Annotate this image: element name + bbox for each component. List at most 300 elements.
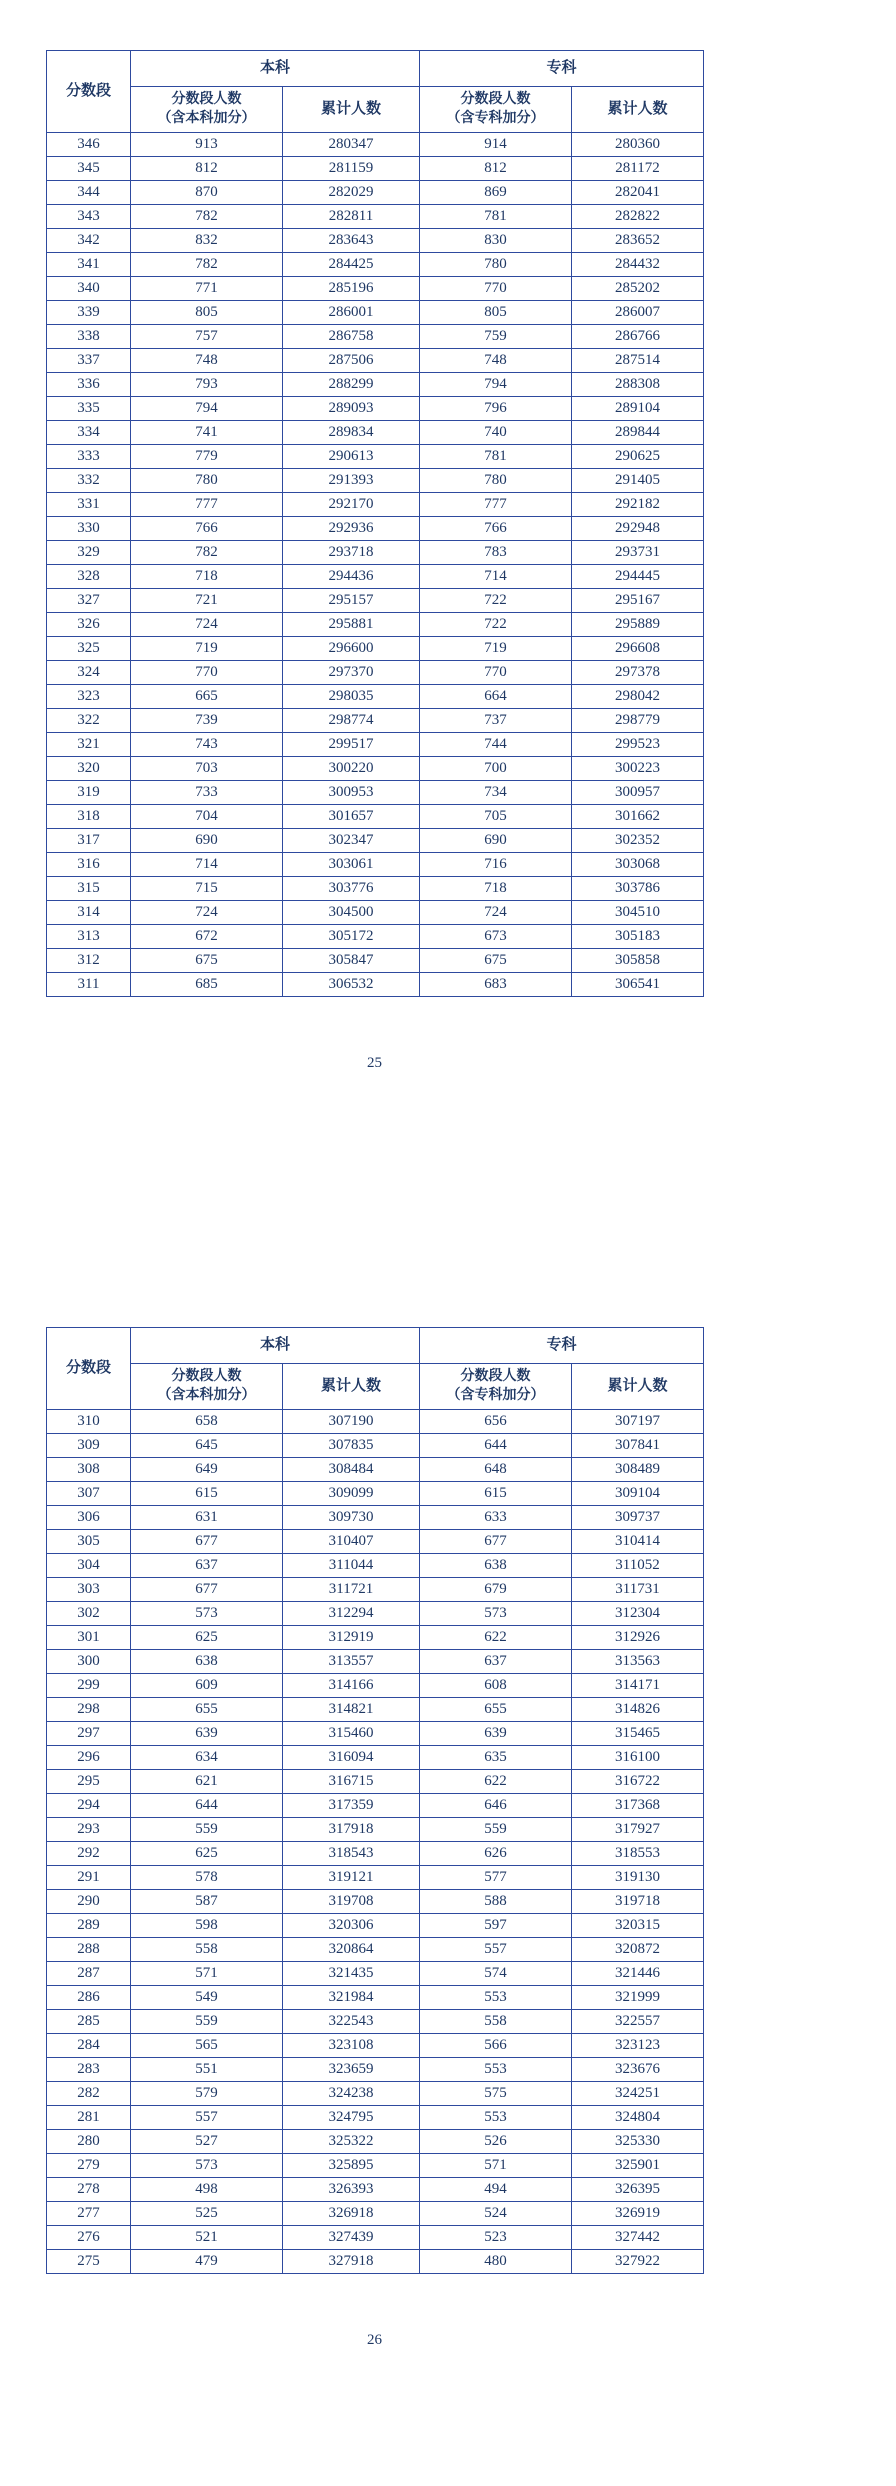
table-cell: 770 <box>420 661 572 685</box>
table-cell: 578 <box>131 1866 283 1890</box>
header-zhuanke-count <box>420 87 572 133</box>
table-cell: 323108 <box>283 2034 420 2058</box>
table-cell: 289104 <box>572 397 704 421</box>
table-cell: 320864 <box>283 1938 420 1962</box>
table-row <box>47 2058 704 2082</box>
table-cell: 571 <box>131 1962 283 1986</box>
table-row <box>47 1650 704 1674</box>
table-cell: 675 <box>131 949 283 973</box>
table-cell: 279 <box>47 2154 131 2178</box>
header-zhuanke-cumulative: 累计人数 <box>572 1364 704 1410</box>
table-cell: 558 <box>131 1938 283 1962</box>
header-zhuanke-count-line1: 分数段人数 <box>460 91 531 107</box>
table-cell: 322543 <box>283 2010 420 2034</box>
table-cell: 781 <box>420 445 572 469</box>
table-cell: 312304 <box>572 1602 704 1626</box>
table-cell: 292948 <box>572 517 704 541</box>
table-cell: 316722 <box>572 1770 704 1794</box>
table-cell: 291393 <box>283 469 420 493</box>
table-cell: 321984 <box>283 1986 420 2010</box>
table-row <box>47 1506 704 1530</box>
table-cell: 648 <box>420 1458 572 1482</box>
table-row <box>47 1698 704 1722</box>
table-cell: 794 <box>420 373 572 397</box>
header-zhuanke-group: 专科 <box>420 1328 704 1364</box>
table-cell: 344 <box>47 181 131 205</box>
table-row <box>47 1890 704 1914</box>
table-cell: 318543 <box>283 1842 420 1866</box>
table-cell: 685 <box>131 973 283 997</box>
table-cell: 298042 <box>572 685 704 709</box>
table-cell: 796 <box>420 397 572 421</box>
table-row <box>47 373 704 397</box>
table-cell: 744 <box>420 733 572 757</box>
table-cell: 325 <box>47 637 131 661</box>
table-cell: 690 <box>420 829 572 853</box>
header-zhuanke-group: 专科 <box>420 51 704 87</box>
table-cell: 324251 <box>572 2082 704 2106</box>
table-cell: 327439 <box>283 2226 420 2250</box>
table-cell: 286001 <box>283 301 420 325</box>
table-cell: 597 <box>420 1914 572 1938</box>
header-benke-cumulative: 累计人数 <box>283 87 420 133</box>
table-cell: 314826 <box>572 1698 704 1722</box>
table-cell: 312919 <box>283 1626 420 1650</box>
table-cell: 307835 <box>283 1434 420 1458</box>
table-cell: 782 <box>131 541 283 565</box>
table-row <box>47 2178 704 2202</box>
table-cell: 638 <box>131 1650 283 1674</box>
table-cell: 281159 <box>283 157 420 181</box>
table-cell: 326 <box>47 613 131 637</box>
table-cell: 302347 <box>283 829 420 853</box>
table-cell: 305 <box>47 1530 131 1554</box>
table-cell: 639 <box>420 1722 572 1746</box>
table-row <box>47 277 704 301</box>
table-cell: 286766 <box>572 325 704 349</box>
table-cell: 331 <box>47 493 131 517</box>
table-cell: 523 <box>420 2226 572 2250</box>
table-cell: 782 <box>131 253 283 277</box>
table-cell: 714 <box>420 565 572 589</box>
table-cell: 683 <box>420 973 572 997</box>
table-cell: 306 <box>47 1506 131 1530</box>
table-cell: 559 <box>131 2010 283 2034</box>
table-cell: 757 <box>131 325 283 349</box>
table-cell: 748 <box>131 349 283 373</box>
table-row <box>47 637 704 661</box>
table-cell: 275 <box>47 2250 131 2274</box>
table-cell: 289844 <box>572 421 704 445</box>
table-cell: 759 <box>420 325 572 349</box>
table-cell: 690 <box>131 829 283 853</box>
table-cell: 319718 <box>572 1890 704 1914</box>
table-cell: 320 <box>47 757 131 781</box>
table-cell: 615 <box>420 1482 572 1506</box>
table-cell: 286758 <box>283 325 420 349</box>
table-cell: 317918 <box>283 1818 420 1842</box>
table-cell: 743 <box>131 733 283 757</box>
table-cell: 780 <box>420 253 572 277</box>
table-cell: 870 <box>131 181 283 205</box>
table-cell: 655 <box>420 1698 572 1722</box>
table-cell: 329 <box>47 541 131 565</box>
table-cell: 295157 <box>283 589 420 613</box>
table-row <box>47 1938 704 1962</box>
table-cell: 315465 <box>572 1722 704 1746</box>
table-cell: 281172 <box>572 157 704 181</box>
table-cell: 793 <box>131 373 283 397</box>
table-cell: 724 <box>131 901 283 925</box>
table-cell: 296608 <box>572 637 704 661</box>
table-cell: 304500 <box>283 901 420 925</box>
table-row <box>47 349 704 373</box>
table-cell: 737 <box>420 709 572 733</box>
table-row <box>47 1866 704 1890</box>
table-row <box>47 157 704 181</box>
table-cell: 340 <box>47 277 131 301</box>
table-cell: 280 <box>47 2130 131 2154</box>
table-cell: 319121 <box>283 1866 420 1890</box>
table-cell: 311721 <box>283 1578 420 1602</box>
table-cell: 276 <box>47 2226 131 2250</box>
table-cell: 305172 <box>283 925 420 949</box>
table-cell: 316100 <box>572 1746 704 1770</box>
table-cell: 549 <box>131 1986 283 2010</box>
table-cell: 328 <box>47 565 131 589</box>
table-cell: 777 <box>131 493 283 517</box>
table-cell: 292 <box>47 1842 131 1866</box>
table-cell: 724 <box>131 613 283 637</box>
table-cell: 307 <box>47 1482 131 1506</box>
table-cell: 282 <box>47 2082 131 2106</box>
table-cell: 301662 <box>572 805 704 829</box>
table-cell: 315460 <box>283 1722 420 1746</box>
table-cell: 307190 <box>283 1410 420 1434</box>
score-distribution-table <box>46 1327 704 2274</box>
table-cell: 573 <box>131 2154 283 2178</box>
table-cell: 320315 <box>572 1914 704 1938</box>
table-row <box>47 1746 704 1770</box>
table-cell: 327442 <box>572 2226 704 2250</box>
table-cell: 812 <box>131 157 283 181</box>
table-cell: 587 <box>131 1890 283 1914</box>
table-cell: 292182 <box>572 493 704 517</box>
table-cell: 326395 <box>572 2178 704 2202</box>
table-cell: 303 <box>47 1578 131 1602</box>
table-cell: 281 <box>47 2106 131 2130</box>
table-cell: 306541 <box>572 973 704 997</box>
table-cell: 296600 <box>283 637 420 661</box>
table-cell: 300 <box>47 1650 131 1674</box>
table-row <box>47 469 704 493</box>
score-table-body <box>47 1410 704 2274</box>
table-cell: 320872 <box>572 1938 704 1962</box>
table-cell: 766 <box>131 517 283 541</box>
table-cell: 346 <box>47 133 131 157</box>
table-cell: 301657 <box>283 805 420 829</box>
table-cell: 527 <box>131 2130 283 2154</box>
table-cell: 313 <box>47 925 131 949</box>
table-cell: 311731 <box>572 1578 704 1602</box>
table-cell: 309104 <box>572 1482 704 1506</box>
table-cell: 805 <box>131 301 283 325</box>
table-cell: 327918 <box>283 2250 420 2274</box>
table-cell: 715 <box>131 877 283 901</box>
table-cell: 285202 <box>572 277 704 301</box>
table-cell: 284425 <box>283 253 420 277</box>
table-cell: 324795 <box>283 2106 420 2130</box>
table-cell: 305183 <box>572 925 704 949</box>
table-cell: 579 <box>131 2082 283 2106</box>
table-cell: 312 <box>47 949 131 973</box>
table-cell: 780 <box>131 469 283 493</box>
table-cell: 300223 <box>572 757 704 781</box>
header-benke-count-line1: 分数段人数 <box>171 1368 242 1384</box>
table-cell: 557 <box>131 2106 283 2130</box>
table-cell: 722 <box>420 589 572 613</box>
table-cell: 302 <box>47 1602 131 1626</box>
table-cell: 323123 <box>572 2034 704 2058</box>
table-cell: 290625 <box>572 445 704 469</box>
table-cell: 288 <box>47 1938 131 1962</box>
header-benke-group: 本科 <box>131 1328 420 1364</box>
table-cell: 277 <box>47 2202 131 2226</box>
table-cell: 734 <box>420 781 572 805</box>
table-cell: 308 <box>47 1458 131 1482</box>
table-cell: 325901 <box>572 2154 704 2178</box>
table-cell: 293731 <box>572 541 704 565</box>
table-cell: 339 <box>47 301 131 325</box>
table-cell: 280360 <box>572 133 704 157</box>
table-cell: 812 <box>420 157 572 181</box>
table-row <box>47 589 704 613</box>
table-cell: 282811 <box>283 205 420 229</box>
table-cell: 635 <box>420 1746 572 1770</box>
table-row <box>47 301 704 325</box>
score-table-sheet-25 <box>46 50 703 1072</box>
table-cell: 553 <box>420 2106 572 2130</box>
table-cell: 287 <box>47 1962 131 1986</box>
table-cell: 291405 <box>572 469 704 493</box>
table-cell: 721 <box>131 589 283 613</box>
table-cell: 298774 <box>283 709 420 733</box>
table-row <box>47 229 704 253</box>
table-cell: 494 <box>420 2178 572 2202</box>
table-cell: 644 <box>131 1794 283 1818</box>
table-cell: 290 <box>47 1890 131 1914</box>
table-cell: 317927 <box>572 1818 704 1842</box>
header-zhuanke-count <box>420 1364 572 1410</box>
table-cell: 317359 <box>283 1794 420 1818</box>
table-cell: 716 <box>420 853 572 877</box>
table-cell: 311 <box>47 973 131 997</box>
table-cell: 741 <box>131 421 283 445</box>
table-cell: 294445 <box>572 565 704 589</box>
table-cell: 609 <box>131 1674 283 1698</box>
table-cell: 303786 <box>572 877 704 901</box>
table-row <box>47 2226 704 2250</box>
table-cell: 307197 <box>572 1410 704 1434</box>
table-cell: 656 <box>420 1410 572 1434</box>
table-row <box>47 445 704 469</box>
table-row <box>47 1770 704 1794</box>
table-cell: 777 <box>420 493 572 517</box>
table-cell: 314 <box>47 901 131 925</box>
table-cell: 289093 <box>283 397 420 421</box>
table-row <box>47 1914 704 1938</box>
table-cell: 724 <box>420 901 572 925</box>
table-cell: 288299 <box>283 373 420 397</box>
table-cell: 293718 <box>283 541 420 565</box>
table-cell: 336 <box>47 373 131 397</box>
table-cell: 309730 <box>283 1506 420 1530</box>
table-cell: 325895 <box>283 2154 420 2178</box>
table-row <box>47 565 704 589</box>
table-row <box>47 733 704 757</box>
table-cell: 345 <box>47 157 131 181</box>
table-cell: 622 <box>420 1770 572 1794</box>
table-cell: 322 <box>47 709 131 733</box>
table-cell: 283652 <box>572 229 704 253</box>
header-benke-count-line2: （含本科加分） <box>157 110 256 126</box>
table-cell: 326918 <box>283 2202 420 2226</box>
table-cell: 637 <box>420 1650 572 1674</box>
table-cell: 305858 <box>572 949 704 973</box>
table-cell: 301 <box>47 1626 131 1650</box>
table-cell: 480 <box>420 2250 572 2274</box>
table-cell: 299523 <box>572 733 704 757</box>
table-cell: 317 <box>47 829 131 853</box>
table-cell: 293 <box>47 1818 131 1842</box>
table-cell: 553 <box>420 2058 572 2082</box>
table-row <box>47 757 704 781</box>
table-cell: 646 <box>420 1794 572 1818</box>
table-cell: 278 <box>47 2178 131 2202</box>
table-row <box>47 1986 704 2010</box>
table-cell: 306532 <box>283 973 420 997</box>
table-cell: 325330 <box>572 2130 704 2154</box>
table-cell: 631 <box>131 1506 283 1530</box>
table-cell: 621 <box>131 1770 283 1794</box>
header-zhuanke-cumulative: 累计人数 <box>572 87 704 133</box>
table-cell: 832 <box>131 229 283 253</box>
table-cell: 316715 <box>283 1770 420 1794</box>
header-score-band: 分数段 <box>47 51 131 133</box>
table-cell: 280347 <box>283 133 420 157</box>
table-cell: 294 <box>47 1794 131 1818</box>
table-cell: 615 <box>131 1482 283 1506</box>
table-cell: 304510 <box>572 901 704 925</box>
table-cell: 298 <box>47 1698 131 1722</box>
table-row <box>47 397 704 421</box>
table-cell: 770 <box>131 661 283 685</box>
table-cell: 296 <box>47 1746 131 1770</box>
table-cell: 679 <box>420 1578 572 1602</box>
table-cell: 521 <box>131 2226 283 2250</box>
table-cell: 573 <box>420 1602 572 1626</box>
table-cell: 782 <box>131 205 283 229</box>
table-cell: 526 <box>420 2130 572 2154</box>
table-cell: 337 <box>47 349 131 373</box>
table-cell: 286 <box>47 1986 131 2010</box>
table-row <box>47 421 704 445</box>
table-row <box>47 205 704 229</box>
table-cell: 733 <box>131 781 283 805</box>
table-cell: 673 <box>420 925 572 949</box>
table-cell: 677 <box>420 1530 572 1554</box>
table-cell: 311052 <box>572 1554 704 1578</box>
table-cell: 559 <box>131 1818 283 1842</box>
header-benke-group: 本科 <box>131 51 420 87</box>
table-cell: 319708 <box>283 1890 420 1914</box>
table-row <box>47 2154 704 2178</box>
table-row <box>47 325 704 349</box>
table-row <box>47 661 704 685</box>
table-row <box>47 517 704 541</box>
table-cell: 323 <box>47 685 131 709</box>
table-cell: 319 <box>47 781 131 805</box>
table-cell: 310 <box>47 1410 131 1434</box>
table-cell: 783 <box>420 541 572 565</box>
table-cell: 292936 <box>283 517 420 541</box>
table-row <box>47 2082 704 2106</box>
table-cell: 310407 <box>283 1530 420 1554</box>
table-cell: 321 <box>47 733 131 757</box>
table-cell: 285196 <box>283 277 420 301</box>
table-row <box>47 1530 704 1554</box>
table-row <box>47 1410 704 1434</box>
table-cell: 626 <box>420 1842 572 1866</box>
table-row <box>47 805 704 829</box>
table-cell: 299 <box>47 1674 131 1698</box>
table-cell: 314166 <box>283 1674 420 1698</box>
table-row <box>47 1482 704 1506</box>
table-cell: 295 <box>47 1770 131 1794</box>
table-cell: 574 <box>420 1962 572 1986</box>
table-cell: 700 <box>420 757 572 781</box>
table-cell: 308484 <box>283 1458 420 1482</box>
table-cell: 637 <box>131 1554 283 1578</box>
table-row <box>47 829 704 853</box>
table-cell: 297378 <box>572 661 704 685</box>
table-row <box>47 493 704 517</box>
table-cell: 321446 <box>572 1962 704 1986</box>
table-cell: 664 <box>420 685 572 709</box>
score-table-body <box>47 133 704 997</box>
table-row <box>47 1794 704 1818</box>
table-cell: 625 <box>131 1626 283 1650</box>
table-cell: 677 <box>131 1578 283 1602</box>
table-cell: 286007 <box>572 301 704 325</box>
table-cell: 566 <box>420 2034 572 2058</box>
table-cell: 498 <box>131 2178 283 2202</box>
table-row <box>47 1962 704 1986</box>
table-cell: 794 <box>131 397 283 421</box>
table-cell: 649 <box>131 1458 283 1482</box>
table-cell: 479 <box>131 2250 283 2274</box>
table-cell: 311044 <box>283 1554 420 1578</box>
table-row <box>47 181 704 205</box>
table-cell: 719 <box>131 637 283 661</box>
table-cell: 830 <box>420 229 572 253</box>
table-cell: 312926 <box>572 1626 704 1650</box>
table-cell: 322557 <box>572 2010 704 2034</box>
table-cell: 598 <box>131 1914 283 1938</box>
table-cell: 330 <box>47 517 131 541</box>
table-cell: 303061 <box>283 853 420 877</box>
table-cell: 284 <box>47 2034 131 2058</box>
